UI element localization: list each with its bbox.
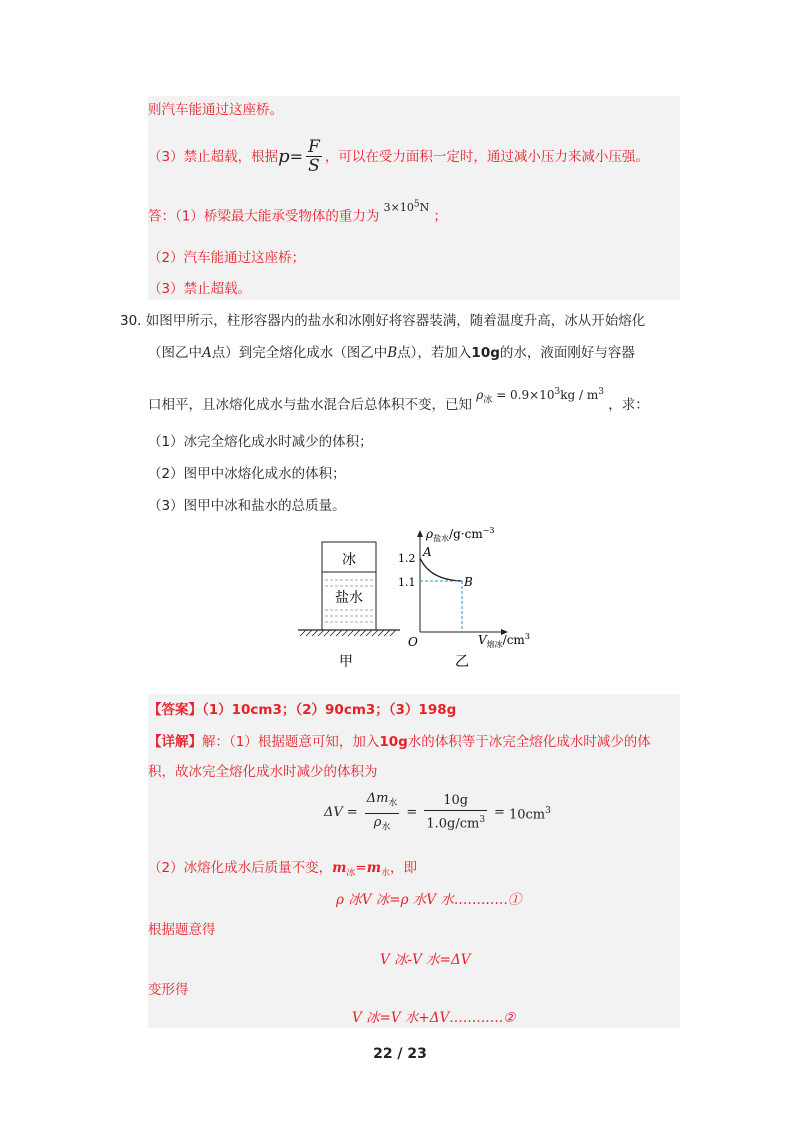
text-segment: 水的体积等于冰完全熔化成水时减少的体 <box>407 734 651 750</box>
eq-result: $10cm^3$ <box>508 805 551 823</box>
text-segment: 口相平，且冰熔化成水与盐水混合后总体积不变，已知 <box>148 397 472 413</box>
detail-line: 根据题意得 <box>148 922 216 938</box>
question-line <box>148 387 649 420</box>
tick-1-1: 1.1 <box>398 576 416 589</box>
caption-jia: 甲 <box>339 654 353 670</box>
text-segment: 解：（1）根据题意可知，加入 <box>202 734 380 750</box>
question-number: 30. <box>120 313 142 329</box>
detail-line: 变形得 <box>148 982 189 998</box>
equation-3: V 冰-V 水=ΔV <box>380 952 471 968</box>
text-segment: （2）冰熔化成水后质量不变， <box>148 860 333 876</box>
page-number: 22 / 23 <box>373 1046 427 1062</box>
formula-fraction <box>306 138 322 175</box>
equation-4: V 冰=V 水+ΔV…………② <box>352 1010 516 1026</box>
text-line <box>148 199 448 228</box>
sub-question: （1）冰完全熔化成水时减少的体积； <box>148 434 373 450</box>
question-line <box>148 343 635 363</box>
point-ref: A <box>202 345 212 361</box>
detail-line: （2）冰熔化成水后质量不变，$m_冰=m_水$，即 <box>148 860 418 879</box>
formula-variable: p <box>278 145 290 167</box>
text-line: （2）汽车能通过这座桥； <box>148 250 306 266</box>
answer-values: （1）10cm3；（2）90cm3；（3）198g <box>202 702 457 718</box>
equation-2: ρ 冰V 冰=ρ 水V 水…………① <box>336 892 522 908</box>
text-segment: ，求： <box>608 397 649 413</box>
figure <box>290 520 550 670</box>
caption-yi: 乙 <box>455 654 469 670</box>
eq-fraction-1: $\frac{\Delta m_水}{\rho_水}$ <box>366 791 398 833</box>
eq-lhs: ΔV <box>324 805 343 821</box>
answer-box-top <box>148 96 680 300</box>
density-curve <box>420 558 462 581</box>
text-segment: 的水，液面刚好与容器 <box>499 345 635 361</box>
tick-1-2: 1.2 <box>398 552 416 565</box>
text-segment: ，即 <box>390 860 418 876</box>
text-line: 则汽车能通过这座桥。 <box>148 102 283 118</box>
text-segment: 点）到完全熔化成水（图乙中 <box>211 345 388 361</box>
x-axis-label: $V_{熔冰}/cm^3$ <box>478 632 530 649</box>
answer-box <box>148 694 680 1028</box>
point-a-label: A <box>423 545 432 559</box>
mass-value: 10g <box>379 734 408 750</box>
formula-value: 3×105N <box>383 199 430 214</box>
eq-fraction-2: $\frac{10g}{1.0g/cm^3}$ <box>426 793 486 832</box>
fraction-numerator: F <box>308 137 320 157</box>
point-b-label: B <box>464 575 473 589</box>
text-line <box>148 138 649 175</box>
y-axis-arrow-icon <box>417 530 423 537</box>
sub-question: （3）图甲中冰和盐水的总质量。 <box>148 498 346 514</box>
origin-label: O <box>408 635 418 649</box>
ground-hatch <box>300 630 396 636</box>
ice-label: 冰 <box>342 552 356 568</box>
text-segment: 如图甲所示，柱形容器内的盐水和冰刚好将容器装满，随着温度升高，冰从开始熔化 <box>145 313 646 329</box>
detail-line <box>148 732 651 752</box>
text-segment: （图乙中 <box>148 345 202 361</box>
text-segment: 点），若加入 <box>397 345 472 361</box>
y-axis-label: $\rho_{盐水}/g\cdot cm^{-3}$ <box>426 526 495 543</box>
detail-tag: 【详解】 <box>148 734 202 750</box>
text-line: （3）禁止超载。 <box>148 281 252 297</box>
answer-tag: 【答案】 <box>148 702 202 718</box>
text-segment: 答：（1）桥梁最大能承受物体的重力为 <box>148 208 380 225</box>
sub-question: （2）图甲中冰熔化成水的体积； <box>148 466 346 482</box>
formula-operator: = <box>289 146 304 166</box>
mass-value: 10g <box>471 345 500 361</box>
figure-jia <box>298 542 400 670</box>
brine-label: 盐水 <box>335 590 363 606</box>
detail-line: 积，故冰完全熔化成水时减少的体积为 <box>148 764 378 780</box>
figure-yi <box>398 526 530 670</box>
equation-1: ΔV = $\frac{\Delta m_水}{\rho_水}$ = $\frac{10g}{1.0g/cm^3}$ = $10cm^3$ <box>324 790 551 836</box>
text-segment: ，可以在受力面积一定时，通过减小压力来减小压强。 <box>324 148 649 165</box>
question-line <box>120 311 645 331</box>
answer-line <box>148 700 456 720</box>
text-segment: （3）禁止超载，根据 <box>148 148 279 165</box>
text-segment: ； <box>433 208 448 225</box>
density-formula: $\rho_冰 = 0.9\times 10^3kg / m^3$ <box>476 387 604 406</box>
point-ref: B <box>387 345 398 361</box>
fraction-denominator: S <box>308 156 320 176</box>
